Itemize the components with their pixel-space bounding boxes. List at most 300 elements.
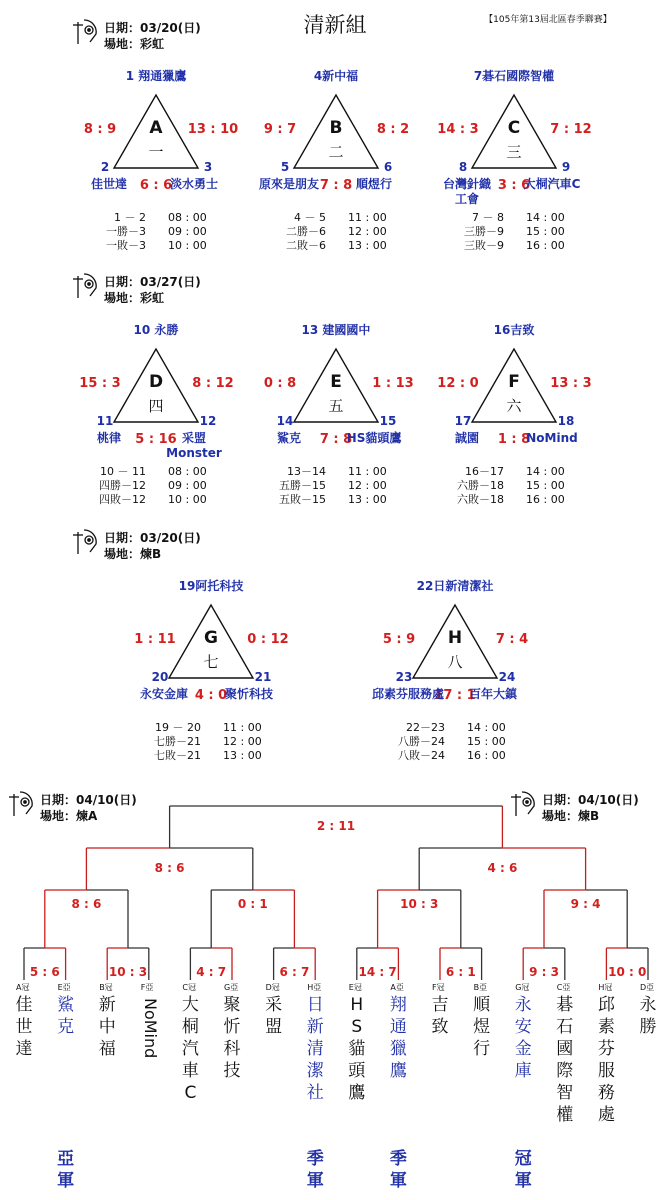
team-seed: E冠 <box>348 983 362 992</box>
schedule-time: 12 : 00 <box>223 735 262 748</box>
placement-char: 季 <box>306 1149 324 1169</box>
bracket-team <box>348 983 366 1103</box>
team-seed: G冠 <box>515 983 530 992</box>
sf-score: 4 : 6 <box>487 861 518 875</box>
placement-char: 軍 <box>514 1171 532 1191</box>
team-name-char: 通 <box>389 1017 407 1037</box>
team-name-char: 盟 <box>265 1017 283 1037</box>
team-name-char: 鷹 <box>348 1083 366 1103</box>
icon-dot <box>88 29 90 31</box>
round-3-date: 日期：03/20(日) <box>104 531 201 545</box>
bracket-team <box>57 983 75 1037</box>
team-name-char: 達 <box>15 1039 33 1059</box>
team-name-char: 采 <box>265 995 283 1015</box>
schedule-time: 13 : 00 <box>223 749 262 762</box>
team-name-char: 潔 <box>306 1061 324 1081</box>
left-team-name: 邱素芬服務處 <box>371 687 445 701</box>
bracket-team <box>224 983 241 1081</box>
round-1-date: 日期：03/20(日) <box>104 21 201 35</box>
final-score: 2 : 11 <box>316 819 356 833</box>
schedule-time: 12 : 00 <box>348 479 387 492</box>
round-1-venue: 場地：彩虹 <box>104 37 165 51</box>
group-C <box>437 68 591 252</box>
team-seed: B冠 <box>99 983 113 992</box>
team-name <box>224 995 241 1081</box>
left-team-number: 2 <box>100 160 110 174</box>
schedule-match: 六敗－18 <box>457 493 504 506</box>
group-number: 四 <box>148 397 164 415</box>
team-seed: F亞 <box>140 983 154 992</box>
group-top-team: 16吉致 <box>493 323 535 337</box>
score-left: 0 : 8 <box>263 376 297 391</box>
left-team-number: 14 <box>276 414 294 428</box>
score-bottom: 4 : 0 <box>194 688 228 703</box>
team-name-char: S <box>351 1017 363 1037</box>
schedule-match: 六勝－18 <box>457 479 504 492</box>
group-top-team: 10 永勝 <box>133 323 179 337</box>
schedule-match: 四勝－12 <box>99 479 146 492</box>
group-number: 二 <box>328 143 344 161</box>
team-name-char: 庫 <box>514 1061 532 1081</box>
left-team-number: 17 <box>454 414 472 428</box>
score-right: 0 : 12 <box>247 632 289 647</box>
score-left: 1 : 11 <box>134 632 176 647</box>
placement-char: 季 <box>389 1149 407 1169</box>
team-name-char: 日 <box>306 995 324 1015</box>
qf-score: 9 : 4 <box>570 897 601 911</box>
schedule-time: 13 : 00 <box>348 493 387 506</box>
baseball-field-icon <box>73 274 96 298</box>
team-name-char: 國 <box>556 1039 574 1059</box>
team-name-char: 車 <box>181 1061 199 1081</box>
team-name-char: 忻 <box>223 1017 241 1037</box>
schedule-time: 14 : 00 <box>526 211 565 224</box>
schedule-time: 14 : 00 <box>526 465 565 478</box>
baseball-field-icon <box>73 530 96 554</box>
schedule-match: 四敗－12 <box>99 493 146 506</box>
team-seed: C亞 <box>556 983 571 992</box>
team-name-char: 新 <box>306 1017 324 1037</box>
score-right: 1 : 13 <box>372 376 414 391</box>
left-team-number: 20 <box>151 670 169 684</box>
round-3-venue: 場地：煉B <box>104 547 162 561</box>
placement-char: 軍 <box>306 1171 324 1191</box>
bracket-team <box>640 983 657 1037</box>
team-name-char: 克 <box>57 1017 75 1037</box>
team-name <box>556 995 573 1125</box>
schedule-time: 16 : 00 <box>526 493 565 506</box>
group-top-team: 4新中福 <box>313 69 359 83</box>
team-name-char: 致 <box>431 1017 449 1037</box>
team-name <box>390 995 407 1081</box>
schedule-time: 15 : 00 <box>467 735 506 748</box>
page-title: 清新組 <box>303 13 367 37</box>
schedule-match: 16－17 <box>465 465 504 478</box>
score-left: 14 : 3 <box>437 122 479 137</box>
team-seed: A冠 <box>16 983 30 992</box>
team-name-char: 聚 <box>223 995 241 1015</box>
group-letter: H <box>447 628 463 648</box>
bracket-team <box>432 983 449 1037</box>
schedule-time: 08 : 00 <box>168 211 207 224</box>
right-team-name: 百年大鎮 <box>468 687 518 701</box>
bracket-team <box>390 983 407 1081</box>
qf-score: 10 : 3 <box>400 897 439 911</box>
left-team-name: 鯊克 <box>276 431 302 445</box>
placement-char: 軍 <box>389 1171 407 1191</box>
schedule-time: 10 : 00 <box>168 239 207 252</box>
team-name-char: 科 <box>223 1039 241 1059</box>
score-right: 7 : 12 <box>550 122 592 137</box>
group-stage <box>73 20 592 762</box>
bracket-team <box>16 983 33 1059</box>
team-name-char: 邱 <box>597 995 615 1015</box>
group-D <box>79 322 233 506</box>
bracket-right-date: 日期：04/10(日) <box>542 793 639 807</box>
round-2-venue: 場地：彩虹 <box>104 291 165 305</box>
team-name-char: 石 <box>556 1017 574 1037</box>
score-bottom: 1 : 8 <box>497 432 531 447</box>
group-A <box>84 68 238 252</box>
schedule-match: 7 － 8 <box>472 211 504 224</box>
team-seed: D冠 <box>265 983 280 992</box>
team-name-char: 務 <box>597 1083 615 1103</box>
team-name-char: 智 <box>556 1083 574 1103</box>
score-right: 8 : 2 <box>376 122 410 137</box>
right-team-name: 大桐汽車C <box>523 177 581 191</box>
score-left: 8 : 9 <box>83 122 117 137</box>
schedule-match: 二敗－6 <box>286 239 326 252</box>
group-letter: A <box>149 118 163 138</box>
team-name-char: 芬 <box>597 1039 615 1059</box>
group-F <box>437 322 591 506</box>
baseball-field-icon <box>73 20 96 44</box>
right-team-name: 聚忻科技 <box>224 687 274 701</box>
schedule-time: 11 : 00 <box>348 465 387 478</box>
group-number: 八 <box>447 653 463 671</box>
schedule-match: 七勝－21 <box>154 735 201 748</box>
placement-char: 亞 <box>57 1149 75 1169</box>
team-seed: H冠 <box>598 983 613 992</box>
group-number: 七 <box>203 653 219 671</box>
score-left: 9 : 7 <box>263 122 297 137</box>
left-team-name: 台灣針織 <box>442 177 492 191</box>
left-team-name: 永安金庫 <box>139 687 189 701</box>
right-team-number: 24 <box>498 670 516 684</box>
team-name <box>640 995 657 1037</box>
bracket-left-venue: 場地：煉A <box>40 809 98 823</box>
r16-score: 10 : 0 <box>608 965 647 979</box>
r16-score: 9 : 3 <box>529 965 559 979</box>
team-name-char: 福 <box>98 1039 116 1059</box>
group-letter: B <box>329 118 343 138</box>
schedule-time: 09 : 00 <box>168 479 207 492</box>
score-bottom: 6 : 6 <box>139 178 173 193</box>
placement-char: 軍 <box>57 1171 75 1191</box>
right-team-name: 采盟 <box>181 431 207 445</box>
icon-dot <box>526 801 528 803</box>
qf-score: 8 : 6 <box>71 897 102 911</box>
schedule-match: 22－23 <box>406 721 445 734</box>
baseball-field-icon <box>9 792 32 816</box>
group-top-team: 7碁石國際智權 <box>473 69 555 83</box>
left-team-number: 5 <box>280 160 290 174</box>
right-team-name: HS貓頭鷹 <box>346 431 402 445</box>
sf-score: 8 : 6 <box>154 861 185 875</box>
bracket-right-header <box>511 792 639 823</box>
right-team-number: 9 <box>561 160 571 174</box>
schedule-time: 14 : 00 <box>467 721 506 734</box>
group-number: 六 <box>506 397 522 415</box>
group-top-team: 1 翔通獵鷹 <box>125 69 187 83</box>
schedule-match: 五敗－15 <box>279 493 326 506</box>
left-team-name: 桃律 <box>96 431 122 445</box>
round-1-header <box>73 20 201 51</box>
r16-score: 6 : 1 <box>445 965 476 979</box>
score-bottom: 7 : 8 <box>319 178 353 193</box>
bracket-team <box>515 983 532 1081</box>
group-letter: G <box>204 628 218 648</box>
team-name-char: 清 <box>306 1039 324 1059</box>
left-team-name: 原來是朋友 <box>258 177 320 191</box>
placement-label <box>390 1148 407 1191</box>
group-B <box>259 68 409 252</box>
group-H <box>372 578 528 762</box>
team-name-char: 永 <box>639 995 657 1015</box>
team-name-char: 安 <box>514 1017 532 1037</box>
team-name-char: C <box>184 1083 197 1103</box>
team-name-char: 桐 <box>181 1017 199 1037</box>
right-team-number: 6 <box>383 160 393 174</box>
team-name <box>598 995 615 1125</box>
team-name-char: 獵 <box>389 1039 407 1059</box>
round-2-date: 日期：03/27(日) <box>104 275 201 289</box>
right-team-number: 15 <box>379 414 397 428</box>
schedule-time: 12 : 00 <box>348 225 387 238</box>
knockout-bracket <box>9 792 657 1191</box>
team-seed: A亞 <box>390 983 404 992</box>
team-seed: B亞 <box>473 983 488 992</box>
left-team-number: 23 <box>395 670 413 684</box>
schedule-time: 10 : 00 <box>168 493 207 506</box>
score-right: 8 : 12 <box>192 376 234 391</box>
group-number: 三 <box>506 143 522 161</box>
team-name-char: 永 <box>514 995 532 1015</box>
team-seed: C冠 <box>182 983 196 992</box>
team-name-char: 際 <box>556 1061 574 1081</box>
round-1 <box>73 20 592 252</box>
team-name <box>99 995 116 1059</box>
schedule-match: 八敗－24 <box>398 749 445 762</box>
team-name-char: 社 <box>306 1083 324 1103</box>
group-G <box>134 578 288 762</box>
team-name <box>182 995 199 1103</box>
right-team-number: 12 <box>199 414 217 428</box>
team-name-char: 翔 <box>389 995 407 1015</box>
team-name <box>432 995 449 1037</box>
icon-dot <box>24 801 26 803</box>
schedule-time: 16 : 00 <box>526 239 565 252</box>
team-name <box>307 995 324 1103</box>
placement-char: 冠 <box>514 1149 532 1169</box>
bracket-team <box>182 983 199 1103</box>
right-team-name: 淡水勇士 <box>169 177 219 191</box>
group-top-team: 22日新清潔社 <box>416 579 494 593</box>
bracket-team <box>99 983 116 1059</box>
team-name-char: 汽 <box>181 1039 199 1059</box>
schedule-match: 一勝－3 <box>106 225 146 238</box>
group-top-team: 13 建國國中 <box>301 323 371 337</box>
team-name-char: 技 <box>223 1061 241 1081</box>
schedule-match: 一敗－3 <box>106 239 146 252</box>
icon-dot <box>88 283 90 285</box>
score-bottom: 5 : 16 <box>135 432 177 447</box>
bracket-team <box>556 983 573 1125</box>
team-name-char: 行 <box>473 1039 491 1059</box>
team-seed: E亞 <box>57 983 71 992</box>
baseball-field-icon <box>511 792 534 816</box>
team-name-char: 順 <box>473 995 491 1015</box>
left-team-name: 誠園 <box>454 431 480 445</box>
team-name-char: 處 <box>597 1105 615 1125</box>
schedule-time: 11 : 00 <box>348 211 387 224</box>
icon-dot <box>88 539 90 541</box>
schedule-time: 08 : 00 <box>168 465 207 478</box>
team-name-char: 鷹 <box>389 1061 407 1081</box>
group-letter: F <box>508 372 520 392</box>
right-team-name: NoMind <box>526 431 578 445</box>
right-team-name: Monster <box>166 446 222 460</box>
team-name <box>16 995 33 1059</box>
schedule-time: 15 : 00 <box>526 225 565 238</box>
group-letter: E <box>330 372 342 392</box>
score-right: 7 : 4 <box>495 632 529 647</box>
placement-label <box>515 1149 532 1191</box>
team-seed: D亞 <box>640 983 655 992</box>
team-name-char: 中 <box>98 1017 116 1037</box>
team-name <box>57 995 75 1037</box>
team-name-char: 素 <box>597 1017 615 1037</box>
bracket-team <box>265 983 282 1037</box>
team-name-char: 勝 <box>639 1017 657 1037</box>
team-name-char: 新 <box>98 995 116 1015</box>
group-letter: C <box>507 118 521 138</box>
bracket-left-date: 日期：04/10(日) <box>40 793 137 807</box>
schedule-match: 19 － 20 <box>155 721 201 734</box>
round-2 <box>73 274 592 506</box>
team-name-char: 貓 <box>348 1039 366 1059</box>
placement-label <box>57 1149 74 1191</box>
schedule-match: 三敗－9 <box>464 239 504 252</box>
team-name-char: 金 <box>514 1039 532 1059</box>
score-left: 12 : 0 <box>437 376 479 391</box>
placement-label <box>307 1148 324 1191</box>
group-E <box>264 322 414 506</box>
left-team-number: 11 <box>96 414 114 428</box>
team-name-char: 碁 <box>556 995 574 1015</box>
schedule-match: 4 － 5 <box>294 211 326 224</box>
team-name-char: 佳 <box>15 995 33 1015</box>
team-name-char: 服 <box>597 1061 615 1081</box>
left-team-name: 工會 <box>454 192 480 206</box>
bracket-team <box>473 983 491 1059</box>
round-3 <box>73 530 528 762</box>
schedule-time: 15 : 00 <box>526 479 565 492</box>
schedule-match: 10 － 11 <box>100 465 146 478</box>
schedule-time: 11 : 00 <box>223 721 262 734</box>
team-name-char: 大 <box>181 995 199 1015</box>
r16-score: 6 : 7 <box>279 965 310 979</box>
schedule-match: 1 － 2 <box>114 211 146 224</box>
bracket-team <box>307 983 324 1103</box>
group-letter: D <box>148 372 164 392</box>
group-top-team: 19阿托科技 <box>178 579 244 593</box>
team-seed: H亞 <box>307 983 322 992</box>
team-name-char: 世 <box>15 1017 33 1037</box>
team-name-char: 權 <box>556 1105 574 1125</box>
r16-score: 5 : 6 <box>29 965 60 979</box>
team-name-char: 煜 <box>473 1017 491 1037</box>
right-team-name: 順煜行 <box>355 177 393 191</box>
r16-score: 14 : 7 <box>358 965 397 979</box>
score-bottom: 17 : 1 <box>434 688 476 703</box>
score-right: 13 : 10 <box>187 122 239 137</box>
group-number: 五 <box>328 397 344 415</box>
r16-score: 4 : 7 <box>196 965 227 979</box>
schedule-time: 09 : 00 <box>168 225 207 238</box>
league-caption: 【105年第13屆北區春季聯賽】 <box>484 15 612 25</box>
schedule-match: 13－14 <box>287 465 326 478</box>
score-bottom: 7 : 8 <box>319 432 353 447</box>
r16-score: 10 : 3 <box>108 965 148 979</box>
schedule-match: 五勝－15 <box>279 479 326 492</box>
qf-score: 0 : 1 <box>237 897 268 911</box>
team-seed: F冠 <box>432 983 445 992</box>
score-right: 13 : 3 <box>550 376 592 391</box>
bracket-team <box>141 983 160 1058</box>
team-name <box>473 995 491 1059</box>
score-left: 15 : 3 <box>79 376 121 391</box>
score-left: 5 : 9 <box>382 632 416 647</box>
left-team-number: 8 <box>458 160 468 174</box>
team-name <box>348 995 366 1103</box>
score-bottom: 3 : 6 <box>497 178 531 193</box>
team-name <box>265 995 282 1037</box>
schedule-time: 13 : 00 <box>348 239 387 252</box>
right-team-number: 18 <box>557 414 575 428</box>
team-name-char: 鯊 <box>57 995 75 1015</box>
team-name-char: 吉 <box>431 995 449 1015</box>
schedule-match: 二勝－6 <box>286 225 326 238</box>
schedule-match: 三勝－9 <box>464 225 504 238</box>
right-team-number: 3 <box>203 160 213 174</box>
team-name <box>515 995 532 1081</box>
team-name-char: 頭 <box>348 1061 366 1081</box>
schedule-time: 16 : 00 <box>467 749 506 762</box>
team-name: NoMind <box>140 998 160 1059</box>
right-team-number: 21 <box>254 670 272 684</box>
team-name-char: H <box>350 995 364 1015</box>
bracket-right-venue: 場地：煉B <box>542 809 600 823</box>
bracket-team <box>598 983 615 1125</box>
bracket-left-header <box>9 792 137 823</box>
left-team-name: 佳世達 <box>90 177 128 191</box>
group-number: 一 <box>148 143 164 161</box>
round-2-header <box>73 274 201 305</box>
team-seed: G亞 <box>224 983 239 992</box>
round-3-header <box>73 530 201 561</box>
schedule-match: 七敗－21 <box>154 749 201 762</box>
